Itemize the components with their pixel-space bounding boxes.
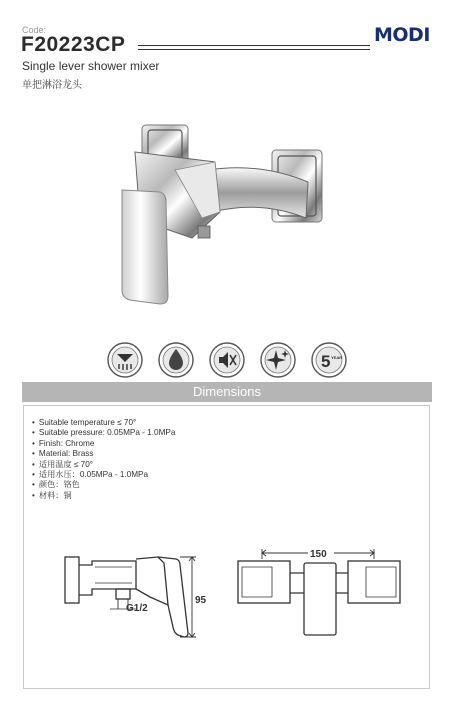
spec-item: • 适用水压：0.05MPa - 1.0MPa (32, 470, 175, 480)
sparkle-icon (260, 342, 296, 378)
spec-item: • Suitable temperature ≤ 70° (32, 418, 175, 428)
technical-drawing (40, 545, 420, 645)
water-drop-icon (158, 342, 194, 378)
spec-list (32, 418, 175, 501)
spec-item: • 适用温度 ≤ 70° (32, 460, 175, 470)
height-dimension: 95 (195, 595, 207, 606)
shower-flow-icon (107, 342, 143, 378)
spec-item: • Finish: Chrome (32, 439, 175, 449)
brand-logo: MODI (374, 24, 430, 46)
warranty-icon (311, 342, 347, 378)
product-subtitle: Single lever shower mixer (22, 59, 160, 73)
mute-icon (209, 342, 245, 378)
warranty-number: 5 (321, 352, 331, 371)
code-label: Code: (22, 25, 47, 35)
spec-item: • Material: Brass (32, 449, 175, 459)
spec-item: • 材料：铜 (32, 491, 175, 501)
warranty-unit: YEAR (331, 355, 343, 360)
product-image (80, 100, 380, 330)
product-subtitle-cn: 单把淋浴龙头 (22, 80, 82, 91)
spec-item: • 颜色：铬色 (32, 480, 175, 490)
dimensions-banner: Dimensions (22, 382, 432, 402)
width-dimension: 150 (310, 549, 327, 560)
model-number: F20223CP (21, 33, 126, 56)
spec-item: • Suitable pressure: 0.05MPa - 1.0MPa (32, 428, 175, 438)
header-rule (138, 45, 370, 50)
thread-dimension: G1/2 (126, 603, 148, 614)
